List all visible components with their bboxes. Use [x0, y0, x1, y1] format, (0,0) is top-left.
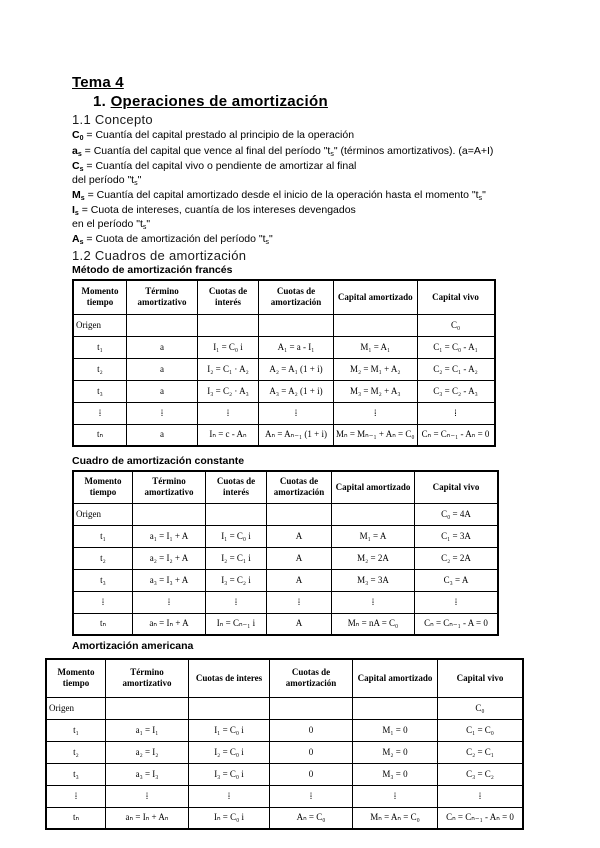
header-cell: Capital vivo: [415, 471, 499, 503]
header-cell: Capital vivo: [438, 659, 524, 697]
heading-number: 1.: [93, 93, 107, 110]
table-row: [46, 807, 523, 829]
table-cell: C₁ = C₀ - A₁: [417, 336, 495, 358]
table-cell: Aₙ = Aₙ₋₁ (1 + i): [259, 424, 334, 446]
table-cell: I₂ = C₀ i: [189, 741, 270, 763]
table-cell: M₁ = A₁: [334, 336, 418, 358]
table-row: [73, 424, 495, 446]
table-cell: A: [267, 525, 332, 547]
table-row: [73, 336, 495, 358]
table-cell: t₁: [73, 336, 127, 358]
table-cell: I₂ = C₁ i: [206, 547, 267, 569]
table-row: [73, 525, 498, 547]
table-row: [73, 547, 498, 569]
table-cell: a: [127, 424, 198, 446]
table-cell: a: [127, 380, 198, 402]
table-cell: C₁ = 3A: [415, 525, 499, 547]
table-cell: [133, 503, 206, 525]
table-cell: A₂ = A₁ (1 + i): [259, 358, 334, 380]
table-cell: M₃ = M₂ + A₃: [334, 380, 418, 402]
title-americana: Amortización americana: [72, 640, 194, 652]
table-cell: C₃ = C₂: [438, 763, 524, 785]
table-frances: [72, 279, 496, 447]
table-row: [73, 314, 495, 336]
table-cell: Mₙ = nA = C₀: [332, 613, 415, 635]
def-cs: $C_s$ = Cuantía del capital vivo o pendiente de amortizar al final: [72, 160, 357, 173]
table-row: [46, 719, 523, 741]
table-cell: tₙ: [46, 807, 106, 829]
table-cell: Mₙ = Aₙ = C₀: [353, 807, 438, 829]
table-cell: ⁞: [334, 402, 418, 424]
table-cell: ⁞: [133, 591, 206, 613]
table-cell: t₃: [73, 380, 127, 402]
table-cell: a₂ = I₂ + A: [133, 547, 206, 569]
table-cell: [332, 503, 415, 525]
title-constante: Cuadro de amortización constante: [72, 455, 245, 467]
table-cell: Cₙ = Cₙ₋₁ - Aₙ = 0: [417, 424, 495, 446]
table-cell: a₃ = I₃ + A: [133, 569, 206, 591]
table-cell: ⁞: [353, 785, 438, 807]
table-cell: Mₙ = Mₙ₋₁ + Aₙ = C₀: [334, 424, 418, 446]
table-cell: [106, 697, 189, 719]
table-cell: M₃ = 3A: [332, 569, 415, 591]
table-cell: a₂ = I₂: [106, 741, 189, 763]
header-cell: Momento tiempo: [46, 659, 106, 697]
table-cell: Origen: [73, 314, 127, 336]
table-row: [73, 380, 495, 402]
def-c0: $C_0$ = Cuantía del capital prestado al principio de la operación: [72, 129, 355, 142]
table-cell: A₃ = A₂ (1 + i): [259, 380, 334, 402]
table-row: [46, 763, 523, 785]
table-cell: ⁞: [106, 785, 189, 807]
table-row: [46, 697, 523, 719]
header-cell: Momento tiempo: [73, 471, 133, 503]
header-cell: Cuotas de interés: [198, 280, 259, 314]
table-cell: C₀: [438, 697, 524, 719]
header-cell: Momento tiempo: [73, 280, 127, 314]
table-cell: t₂: [46, 741, 106, 763]
table-cell: ⁞: [189, 785, 270, 807]
table-cell: C₃ = A: [415, 569, 499, 591]
table-cell: 0: [270, 741, 353, 763]
def-ms: $M_s$ = Cuantía del capital amortizado desde el inicio de la operación hasta el momento "$t_s$": [72, 189, 486, 202]
table-cell: Aₙ = C₀: [270, 807, 353, 829]
table-cell: Origen: [73, 503, 133, 525]
table-cell: I₃ = C₀ i: [189, 763, 270, 785]
header-cell: Cuotas de interes: [189, 659, 270, 697]
def-is: $I_s$ = Cuota de intereses, cuantía de los intereses devengados: [72, 204, 356, 217]
table-header-row: [73, 471, 498, 503]
table-cell: C₁ = C₀: [438, 719, 524, 741]
table-cell: C₂ = C₁ - A₂: [417, 358, 495, 380]
table-cell: ⁞: [46, 785, 106, 807]
table-cell: ⁞: [332, 591, 415, 613]
table-cell: [270, 697, 353, 719]
table-cell: Cₙ = Cₙ₋₁ - A = 0: [415, 613, 499, 635]
table-cell: 0: [270, 719, 353, 741]
table-cell: M₂ = M₁ + A₂: [334, 358, 418, 380]
table-row: [73, 591, 498, 613]
table-cell: a₁ = I₁: [106, 719, 189, 741]
table-cell: tₙ: [73, 424, 127, 446]
table-cell: M₂ = 2A: [332, 547, 415, 569]
table-cell: [334, 314, 418, 336]
table-cell: M₃ = 0: [353, 763, 438, 785]
section-concepto: 1.1 Concepto: [72, 112, 153, 127]
header-cell: Capital amortizado: [334, 280, 418, 314]
title-frances: Método de amortización francés: [72, 264, 233, 276]
table-cell: ⁞: [259, 402, 334, 424]
table-cell: a: [127, 358, 198, 380]
table-cell: C₂ = 2A: [415, 547, 499, 569]
table-cell: I₁ = C₀ i: [206, 525, 267, 547]
table-cell: ⁞: [73, 591, 133, 613]
table-cell: [198, 314, 259, 336]
table-cell: t₂: [73, 547, 133, 569]
table-row: [46, 741, 523, 763]
table-cell: Iₙ = c - Aₙ: [198, 424, 259, 446]
table-cell: t₁: [73, 525, 133, 547]
header-cell: Cuotas de amortización: [267, 471, 332, 503]
table-cell: A: [267, 569, 332, 591]
table-row: [73, 613, 498, 635]
table-cell: ⁞: [417, 402, 495, 424]
table-cell: [259, 314, 334, 336]
table-row: [73, 569, 498, 591]
def-As: $A_s$ = Cuota de amortización del período "$t_s$": [72, 233, 273, 246]
table-cell: ⁞: [267, 591, 332, 613]
table-cell: C₂ = C₁: [438, 741, 524, 763]
header-cell: Cuotas de interés: [206, 471, 267, 503]
table-cell: I₂ = C₁ · A₂: [198, 358, 259, 380]
table-cell: ⁞: [270, 785, 353, 807]
table-cell: tₙ: [73, 613, 133, 635]
table-row: [73, 358, 495, 380]
def-is-cont: en el período "$t_s$": [72, 218, 151, 231]
table-cell: t₂: [73, 358, 127, 380]
table-cell: C₀ = 4A: [415, 503, 499, 525]
def-cs-cont: del período "$t_s$": [72, 174, 142, 187]
table-cell: ⁞: [438, 785, 524, 807]
table-cell: Origen: [46, 697, 106, 719]
table-header-row: [46, 659, 523, 697]
header-cell: Capital amortizado: [353, 659, 438, 697]
table-header-row: [73, 280, 495, 314]
table-cell: ⁞: [206, 591, 267, 613]
def-as: $a_s$ = Cuantía del capital que vence al final del período "$t_s$" (términos amortizativos). (a=A+I): [72, 145, 494, 158]
table-cell: [189, 697, 270, 719]
header-cell: Término amortizativo: [106, 659, 189, 697]
table-cell: ⁞: [127, 402, 198, 424]
table-cell: C₃ = C₂ - A₃: [417, 380, 495, 402]
header-cell: Cuotas de amortización: [259, 280, 334, 314]
table-cell: t₃: [73, 569, 133, 591]
section-cuadros: 1.2 Cuadros de amortización: [72, 248, 247, 263]
tema-title: Tema 4: [72, 74, 124, 91]
table-constante: [72, 470, 499, 636]
table-cell: Cₙ = Cₙ₋₁ - Aₙ = 0: [438, 807, 524, 829]
table-cell: Iₙ = Cₙ₋₁ i: [206, 613, 267, 635]
table-cell: M₂ = 0: [353, 741, 438, 763]
table-cell: A: [267, 547, 332, 569]
table-cell: a: [127, 336, 198, 358]
table-cell: 0: [270, 763, 353, 785]
table-cell: A: [267, 613, 332, 635]
header-cell: Término amortizativo: [133, 471, 206, 503]
table-cell: ⁞: [73, 402, 127, 424]
heading-text: Operaciones de amortización: [110, 93, 328, 110]
table-cell: I₁ = C₀ i: [189, 719, 270, 741]
table-cell: [353, 697, 438, 719]
table-cell: [267, 503, 332, 525]
header-cell: Capital vivo: [417, 280, 495, 314]
table-cell: aₙ = Iₙ + Aₙ: [106, 807, 189, 829]
table-cell: M₁ = 0: [353, 719, 438, 741]
table-cell: ⁞: [415, 591, 499, 613]
table-cell: [206, 503, 267, 525]
table-cell: C₀: [417, 314, 495, 336]
table-cell: I₃ = C₂ · A₃: [198, 380, 259, 402]
header-cell: Término amortizativo: [127, 280, 198, 314]
table-cell: I₃ = C₂ i: [206, 569, 267, 591]
header-cell: Capital amortizado: [332, 471, 415, 503]
table-cell: t₃: [46, 763, 106, 785]
table-row: [46, 785, 523, 807]
table-cell: Iₙ = C₀ i: [189, 807, 270, 829]
table-cell: a₁ = I₁ + A: [133, 525, 206, 547]
table-cell: I₁ = C₀ i: [198, 336, 259, 358]
table-cell: M₁ = A: [332, 525, 415, 547]
table-cell: A₁ = a - I₁: [259, 336, 334, 358]
table-americana: [45, 658, 524, 830]
table-row: [73, 402, 495, 424]
table-cell: [127, 314, 198, 336]
table-row: [73, 503, 498, 525]
table-cell: a₃ = I₃: [106, 763, 189, 785]
table-cell: ⁞: [198, 402, 259, 424]
heading-operaciones: [93, 93, 328, 110]
table-cell: t₁: [46, 719, 106, 741]
header-cell: Cuotas de amortización: [270, 659, 353, 697]
table-cell: aₙ = Iₙ + A: [133, 613, 206, 635]
